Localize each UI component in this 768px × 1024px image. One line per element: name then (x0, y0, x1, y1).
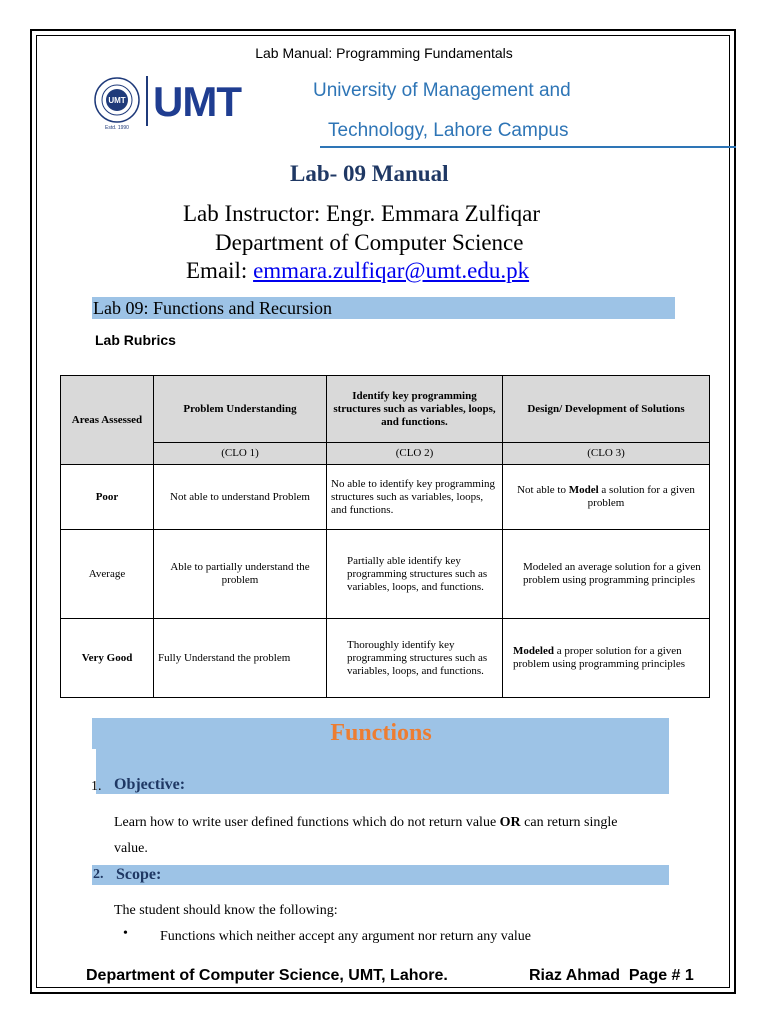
email-label: Email: (186, 258, 254, 283)
umt-seal-logo (93, 72, 153, 132)
table-cell: No able to identify key programming structures such as variables, loops, and functions. (327, 465, 503, 530)
university-name-line2: Technology, Lahore Campus (328, 120, 569, 141)
document-header-title: Lab Manual: Programming Fundamentals (255, 45, 513, 61)
scope-heading: Scope: (116, 866, 162, 883)
scope-intro: The student should know the following: (114, 903, 338, 918)
column-header-areas: Areas Assessed (61, 376, 154, 465)
svg-text:UMT: UMT (108, 96, 126, 105)
rubrics-table (60, 375, 710, 698)
scope-heading-bar (92, 865, 669, 885)
lab-title: Lab- 09 Manual (290, 161, 449, 186)
table-cell: Not able to Model a solution for a given problem (503, 465, 710, 530)
header-rule (320, 146, 736, 148)
table-row (61, 530, 710, 619)
table-clo-row (61, 443, 710, 465)
logo-divider (146, 76, 148, 126)
column-header-programming-structures: Identify key programming structures such as variables, loops, and functions. (327, 376, 503, 443)
email-link[interactable]: emmara.zulfiqar@umt.edu.pk (253, 258, 530, 283)
clo-label: (CLO 2) (327, 443, 503, 465)
table-cell: Partially able identify key programming structures such as variables, loops, and functions. (327, 530, 503, 619)
column-header-design-development: Design/ Development of Solutions (503, 376, 710, 443)
bullet-icon: • (123, 926, 128, 941)
scope-number: 2. (93, 867, 104, 882)
table-row (61, 465, 710, 530)
row-area-label: Poor (61, 465, 154, 530)
footer-author-page: Riaz Ahmad Page # 1 (529, 967, 694, 984)
functions-title: Functions (330, 720, 432, 746)
table-cell: Not able to understand Problem (154, 465, 327, 530)
column-header-problem-understanding: Problem Understanding (154, 376, 327, 443)
email-row (186, 258, 529, 284)
table-cell: Fully Understand the problem (154, 619, 327, 698)
table-cell: Able to partially understand the problem (154, 530, 327, 619)
svg-text:Estd. 1990: Estd. 1990 (105, 125, 129, 131)
table-header-row (61, 376, 710, 443)
footer-department: Department of Computer Science, UMT, Lahore. (86, 967, 448, 984)
objective-text: Learn how to write user defined functions which do not return value OR can return single value. (114, 815, 618, 856)
lab-instructor: Lab Instructor: Engr. Emmara Zulfiqar (183, 201, 541, 226)
rubrics-heading: Lab Rubrics (95, 332, 176, 348)
row-area-label: Very Good (61, 619, 154, 698)
lab-topic: Lab 09: Functions and Recursion (93, 298, 332, 318)
objective-heading: Objective: (114, 776, 186, 793)
table-cell: Thoroughly identify key programming structures such as variables, loops, and functions. (327, 619, 503, 698)
objective-number: 1. (91, 779, 102, 794)
clo-label: (CLO 1) (154, 443, 327, 465)
university-name-line1: University of Management and (313, 80, 571, 101)
bullet-item: Functions which neither accept any argument nor return any value (160, 929, 532, 944)
department-name: Department of Computer Science (215, 230, 524, 255)
table-cell: Modeled an average solution for a given problem using programming principles (503, 530, 710, 619)
clo-label: (CLO 3) (503, 443, 710, 465)
table-cell: Modeled a proper solution for a given problem using programming principles (503, 619, 710, 698)
table-row (61, 619, 710, 698)
row-area-label: Average (61, 530, 154, 619)
umt-logo-text: UMT (153, 78, 241, 125)
